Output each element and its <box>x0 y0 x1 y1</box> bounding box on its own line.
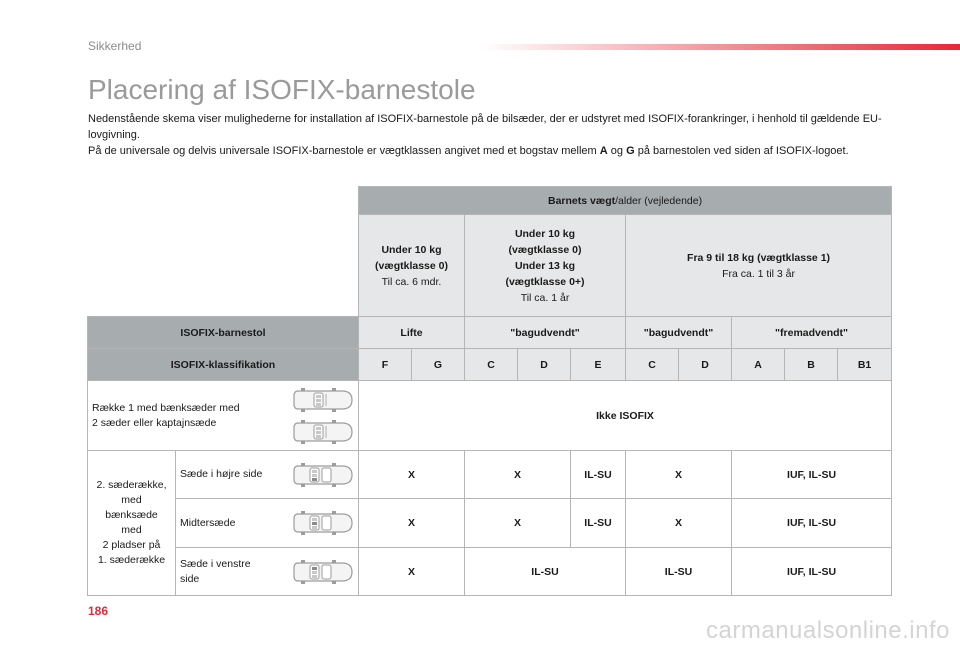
header-accent-bar <box>480 44 960 50</box>
class-cell: C <box>626 349 679 381</box>
seat-type-rear-facing-2: "bagudvendt" <box>626 317 732 349</box>
car-seat-front-icon <box>292 386 354 414</box>
cell: IL-SU <box>626 548 732 596</box>
weight-group-1: Under 10 kg (vægtklasse 0) Til ca. 6 mdr. <box>359 215 465 317</box>
row-1-value: Ikke ISOFIX <box>359 381 892 451</box>
seat-type-forward-facing: "fremadvendt" <box>732 317 892 349</box>
intro-paragraph-2: På de universale og delvis universale ISOFIX-barnestole er vægtklassen angivet med et bogstav mellem A og G på barnestolen ved siden af ISOFIX-logoet. <box>88 145 849 157</box>
car-seat-rear-right-icon <box>292 461 354 489</box>
car-seat-rear-left-icon <box>292 558 354 586</box>
class-cell: D <box>518 349 571 381</box>
cell: IL-SU <box>571 451 626 499</box>
cell: IUF, IL-SU <box>732 548 892 596</box>
seat-right-label: Sæde i højre side <box>176 451 359 499</box>
weight-group-2: Under 10 kg (vægtklasse 0) Under 13 kg (vægtklasse 0+) Til ca. 1 år <box>465 215 626 317</box>
weight-group-3: Fra 9 til 18 kg (vægtklasse 1) Fra ca. 1 til 3 år <box>626 215 892 317</box>
class-cell: D <box>679 349 732 381</box>
page-title: Placering af ISOFIX-barnestole <box>88 74 476 105</box>
class-cell: A <box>732 349 785 381</box>
page-number: 186 <box>88 604 109 618</box>
seat-left-label: Sæde i venstre side <box>176 548 359 596</box>
intro-text <box>88 111 888 159</box>
cell: X <box>359 548 465 596</box>
section-title: Sikkerhed <box>88 39 142 53</box>
row-2-group-label: 2. sæderække, med bænksæde med 2 pladser på 1. sæderække <box>88 451 176 596</box>
class-cell: B1 <box>838 349 892 381</box>
car-seat-front-icon <box>292 418 354 446</box>
cell: X <box>359 451 465 499</box>
watermark: carmanualsonline.info <box>706 617 950 644</box>
cell: IUF, IL-SU <box>732 451 892 499</box>
seat-middle-label: Midtersæde <box>176 499 359 548</box>
class-cell: F <box>359 349 412 381</box>
class-cell: E <box>571 349 626 381</box>
car-seat-rear-middle-icon <box>292 509 354 537</box>
isofix-seat-label: ISOFIX-barnestol <box>88 317 359 349</box>
cell: X <box>465 499 571 548</box>
intro-paragraph-1: Nedenstående skema viser mulighederne for installation af ISOFIX-barnestole på de bilsæder, der er udstyret med ISOFIX-forankringer, i henhold til gældende EU-lovgivning. <box>88 113 882 141</box>
cell: X <box>626 451 732 499</box>
weight-header: Barnets vægt/alder (vejledende) <box>359 187 892 215</box>
cell: IL-SU <box>465 548 626 596</box>
cell: IUF, IL-SU <box>732 499 892 548</box>
seat-type-rear-facing-1: "bagudvendt" <box>465 317 626 349</box>
cell: X <box>359 499 465 548</box>
row-1-label: Række 1 med bænksæder med 2 sæder eller kaptajnsæde <box>88 381 359 451</box>
isofix-table <box>87 186 892 596</box>
seat-type-lifte: Lifte <box>359 317 465 349</box>
cell: X <box>465 451 571 499</box>
cell: IL-SU <box>571 499 626 548</box>
classification-label: ISOFIX-klassifikation <box>88 349 359 381</box>
class-cell: G <box>412 349 465 381</box>
cell: X <box>626 499 732 548</box>
class-cell: B <box>785 349 838 381</box>
class-cell: C <box>465 349 518 381</box>
